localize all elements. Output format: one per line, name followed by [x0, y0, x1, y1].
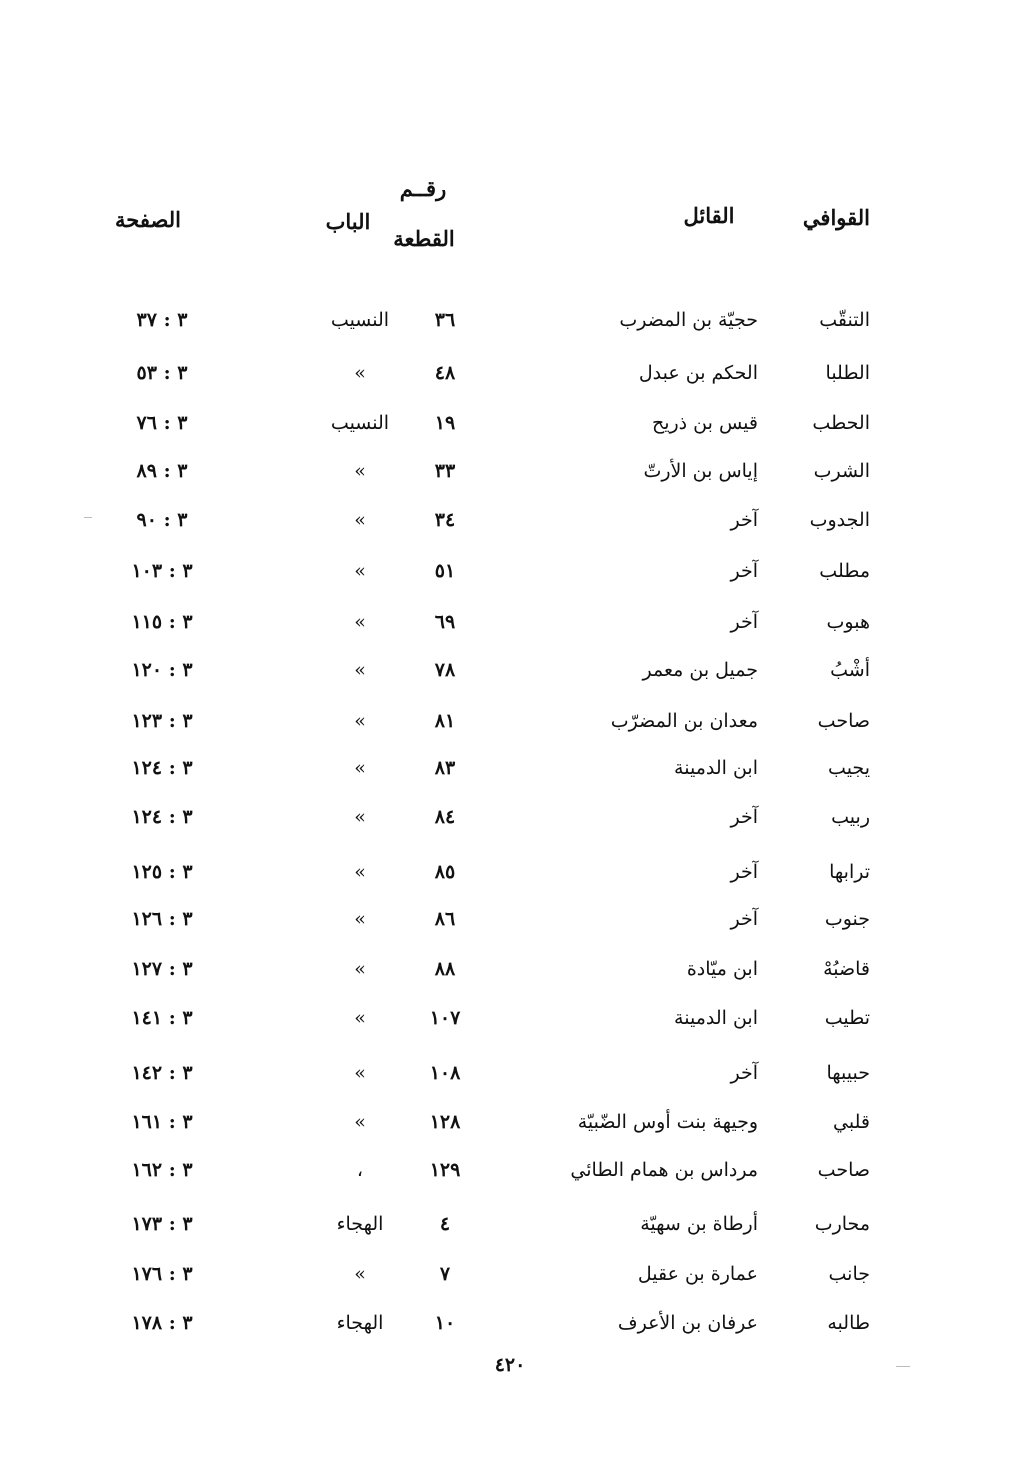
table-row — [0, 1003, 1020, 1043]
header-qail: القائل — [683, 203, 735, 228]
qafia-cell: ترابها — [829, 861, 870, 883]
qita-number-cell: ٦٩ — [434, 611, 456, 633]
page-ref-cell: ٣ : ١٢٦ — [131, 908, 193, 930]
qita-number-cell: ٧ — [439, 1263, 451, 1285]
bab-cell: » — [354, 908, 366, 930]
qail-cell: وجيهة بنت أوس الضّبيّة — [577, 1111, 758, 1133]
table-row — [0, 607, 1020, 647]
bab-cell: » — [354, 1263, 366, 1285]
qita-number-cell: ٧٨ — [434, 659, 456, 681]
qita-number-cell: ٨٦ — [434, 908, 456, 930]
qail-cell: حجيّة بن المضرب — [619, 309, 758, 331]
table-row — [0, 753, 1020, 793]
qita-number-cell: ٨٨ — [434, 958, 456, 980]
qail-cell: آخر — [730, 908, 758, 930]
qafia-cell: جانب — [828, 1263, 870, 1285]
qita-number-cell: ٨٣ — [434, 757, 456, 779]
qita-number-cell: ٣٦ — [434, 309, 456, 331]
qail-cell: جميل بن معمر — [642, 659, 758, 681]
table-row — [0, 904, 1020, 944]
header-bab: الباب — [325, 209, 371, 234]
qail-cell: قيس بن ذريح — [651, 412, 758, 434]
page-ref-cell: ٣ : ١٢٤ — [131, 757, 193, 779]
table-row — [0, 1155, 1020, 1195]
qail-cell: مرداس بن همام الطائي — [570, 1159, 758, 1181]
qail-cell: آخر — [730, 806, 758, 828]
qita-number-cell: ١٠٧ — [429, 1007, 461, 1029]
table-row — [0, 655, 1020, 695]
table-row — [0, 1308, 1020, 1348]
qita-number-cell: ٨١ — [434, 710, 456, 732]
qita-number-cell: ٤٨ — [434, 362, 456, 384]
page-ref-cell: ٣ : ١٠٣ — [131, 560, 193, 582]
table-row — [0, 1209, 1020, 1249]
table-row — [0, 456, 1020, 496]
bab-cell: النسيب — [330, 412, 390, 434]
qafia-cell: قلبي — [833, 1111, 870, 1133]
bab-cell: الهجاء — [336, 1312, 384, 1334]
page-ref-cell: ٣ : ١٧٣ — [131, 1213, 193, 1235]
qita-number-cell: ١٠ — [434, 1312, 456, 1334]
bab-cell: » — [354, 659, 366, 681]
qita-number-cell: ١٩ — [434, 412, 456, 434]
qail-cell: آخر — [730, 560, 758, 582]
bab-cell: » — [354, 1111, 366, 1133]
qita-number-cell: ١٢٨ — [429, 1111, 461, 1133]
table-row — [0, 358, 1020, 398]
qafia-cell: هبوب — [826, 611, 870, 633]
table-row — [0, 706, 1020, 746]
page-number: ٤٢٠ — [494, 1354, 526, 1376]
qafia-cell: الشرب — [813, 460, 870, 482]
bab-cell: النسيب — [330, 309, 390, 331]
page-ref-cell: ٣ : ٣٧ — [136, 309, 188, 331]
qita-number-cell: ٨٤ — [434, 806, 456, 828]
table-row — [0, 857, 1020, 897]
table-row — [0, 954, 1020, 994]
qail-cell: آخر — [730, 509, 758, 531]
page-ref-cell: ٣ : ١٧٦ — [131, 1263, 193, 1285]
qail-cell: آخر — [730, 861, 758, 883]
qail-cell: عرفان بن الأعرف — [617, 1312, 758, 1334]
page-ref-cell: ٣ : ٥٣ — [136, 362, 188, 384]
bab-cell: » — [354, 560, 366, 582]
table-row — [0, 1107, 1020, 1147]
page-ref-cell: ٣ : ١٤٢ — [131, 1062, 193, 1084]
qail-cell: إياس بن الأرتّ — [643, 460, 758, 482]
page-ref-cell: ٣ : ١٦٢ — [131, 1159, 193, 1181]
qafia-cell: يجيب — [828, 757, 870, 779]
bab-cell: » — [354, 757, 366, 779]
margin-mark — [84, 517, 92, 518]
qafia-cell: محارب — [814, 1213, 870, 1235]
qail-cell: عمارة بن عقيل — [637, 1263, 758, 1285]
qita-number-cell: ٨٥ — [434, 861, 456, 883]
qafia-cell: الطلبا — [825, 362, 870, 384]
qafia-cell: قاضبُهْ — [823, 958, 870, 980]
qafia-cell: الجدوب — [809, 509, 870, 531]
page-ref-cell: ٣ : ١٢٠ — [131, 659, 193, 681]
qail-cell: آخر — [730, 611, 758, 633]
qita-number-cell: ٣٣ — [434, 460, 456, 482]
table-row — [0, 305, 1020, 345]
page-ref-cell: ٣ : ١٢٥ — [131, 861, 193, 883]
qafia-cell: التنقّب — [819, 309, 870, 331]
qita-number-cell: ٤ — [439, 1213, 451, 1235]
qail-cell: آخر — [730, 1062, 758, 1084]
bab-cell: ، — [356, 1159, 364, 1181]
page-ref-cell: ٣ : ١١٥ — [131, 611, 193, 633]
qafia-cell: أشْبُ — [830, 659, 870, 681]
page-ref-cell: ٣ : ١٢٤ — [131, 806, 193, 828]
page-ref-cell: ٣ : ٧٦ — [136, 412, 188, 434]
qail-cell: ابن الدمينة — [674, 757, 758, 779]
table-row — [0, 1259, 1020, 1299]
bab-cell: » — [354, 1007, 366, 1029]
qafia-cell: تطيب — [824, 1007, 870, 1029]
qail-cell: أرطاة بن سهيّة — [640, 1213, 758, 1235]
qafia-cell: صاحب — [817, 1159, 870, 1181]
qafia-cell: طالبه — [827, 1312, 870, 1334]
header-qawafi: القوافي — [802, 205, 870, 230]
bab-cell: » — [354, 460, 366, 482]
qafia-cell: مطلب — [819, 560, 870, 582]
page-ref-cell: ٣ : ١٢٧ — [131, 958, 193, 980]
qita-number-cell: ١٢٩ — [429, 1159, 461, 1181]
qafia-cell: الحطب — [812, 412, 870, 434]
qail-cell: الحكم بن عبدل — [638, 362, 758, 384]
bab-cell: الهجاء — [336, 1213, 384, 1235]
table-row — [0, 802, 1020, 842]
qafia-cell: جنوب — [824, 908, 870, 930]
page-ref-cell: ٣ : ٩٠ — [136, 509, 188, 531]
bab-cell: » — [354, 1062, 366, 1084]
table-row — [0, 556, 1020, 596]
qail-cell: معدان بن المضرّب — [610, 710, 758, 732]
qafia-cell: صاحب — [817, 710, 870, 732]
table-row — [0, 505, 1020, 545]
bab-cell: » — [354, 362, 366, 384]
page-ref-cell: ٣ : ١٤١ — [131, 1007, 193, 1029]
margin-mark — [896, 1366, 910, 1367]
page-ref-cell: ٣ : ٨٩ — [136, 460, 188, 482]
bab-cell: » — [354, 509, 366, 531]
header-safha: الصفحة — [115, 207, 181, 232]
bab-cell: » — [354, 611, 366, 633]
bab-cell: » — [354, 806, 366, 828]
page-ref-cell: ٣ : ١٢٣ — [131, 710, 193, 732]
page-ref-cell: ٣ : ١٦١ — [131, 1111, 193, 1133]
bab-cell: » — [354, 861, 366, 883]
header-qita: القطعة — [393, 226, 455, 251]
qita-number-cell: ٣٤ — [434, 509, 456, 531]
qail-cell: ابن ميّادة — [686, 958, 758, 980]
table-row — [0, 408, 1020, 448]
bab-cell: » — [354, 958, 366, 980]
qita-number-cell: ٥١ — [434, 560, 456, 582]
qita-number-cell: ١٠٨ — [429, 1062, 461, 1084]
header-raqm: رقــم — [399, 176, 447, 201]
qail-cell: ابن الدمينة — [674, 1007, 758, 1029]
page-ref-cell: ٣ : ١٧٨ — [131, 1312, 193, 1334]
qafia-cell: حبيبها — [826, 1062, 870, 1084]
qafia-cell: ربيب — [831, 806, 870, 828]
bab-cell: » — [354, 710, 366, 732]
table-row — [0, 1058, 1020, 1098]
